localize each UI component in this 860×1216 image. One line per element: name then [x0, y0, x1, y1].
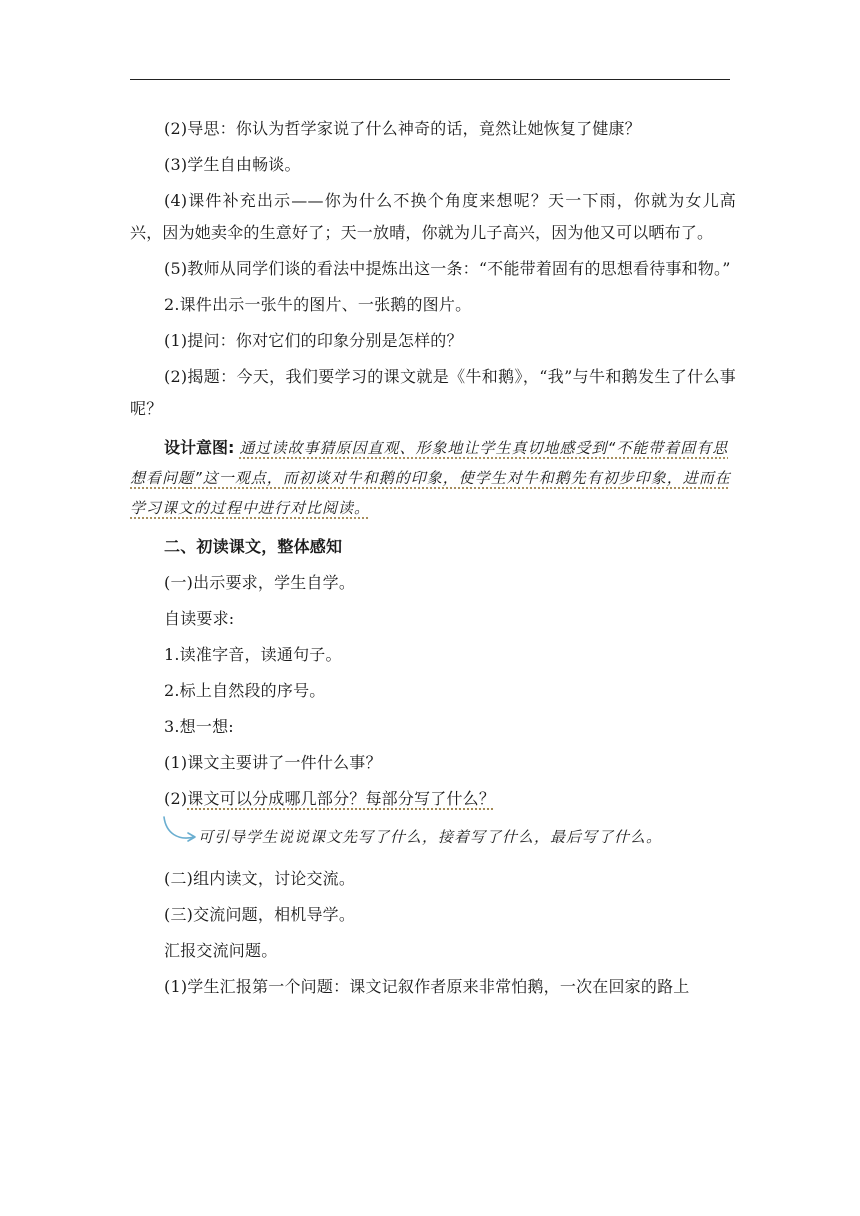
- paragraph: 1.读准字音，读通句子。: [164, 645, 342, 664]
- question-two: [130, 783, 736, 815]
- question-two-text: 课文可以分成哪几部分？每部分写了什么？: [187, 789, 496, 808]
- paragraph: (3)学生自由畅谈。: [164, 155, 301, 174]
- paragraph: (5)教师从同学们谈的看法中提炼出这一条：“不能带着固有的思想看待事和物。”: [164, 259, 731, 278]
- paragraph: 3.想一想:: [164, 717, 234, 736]
- design-intent-label: 设计意图:: [164, 438, 235, 457]
- paragraph: (一)出示要求，学生自学。: [164, 573, 356, 592]
- paragraph: 2.标上自然段的序号。: [164, 681, 326, 700]
- paragraph: (1)学生汇报第一个问题：课文记叙作者原来非常怕鹅，一次在回家的路上: [164, 977, 690, 996]
- design-intent-note: [130, 433, 736, 523]
- document-body: [130, 113, 736, 1007]
- design-intent-text: 通过读故事猜原因直观、形象地让学生真切地感受到“不能带着固有思想看问题”这一观点，而初谈对牛和鹅的印象，使学生对牛和鹅先有初步印象，进而在学习课文的过程中进行对比阅读。: [130, 439, 731, 517]
- paragraph: 汇报交流问题。: [164, 941, 278, 960]
- paragraph: (1)课文主要讲了一件什么事？: [164, 753, 382, 772]
- paragraph: (4)课件补充出示——你为什么不换个角度来想呢？天一下雨，你就为女儿高兴，因为她卖伞的生意好了；天一放晴，你就为儿子高兴，因为他又可以晒布了。: [130, 191, 736, 242]
- curved-arrow-icon: [160, 813, 200, 845]
- question-two-prefix: (2): [164, 789, 188, 808]
- margin-note: [130, 819, 736, 857]
- paragraph: (三)交流问题，相机导学。: [164, 905, 356, 924]
- margin-note-text: 可引导学生说说课文先写了什么，接着写了什么，最后写了什么。: [198, 828, 663, 846]
- paragraph: (二)组内读文，讨论交流。: [164, 869, 356, 888]
- paragraph: 2.课件出示一张牛的图片、一张鹅的图片。: [164, 295, 472, 314]
- header-rule: [130, 79, 730, 80]
- section-heading: 二、初读课文，整体感知: [164, 537, 343, 556]
- paragraph: (1)提问：你对它们的印象分别是怎样的？: [164, 331, 463, 350]
- paragraph: (2)导思：你认为哲学家说了什么神奇的话，竟然让她恢复了健康？: [164, 119, 641, 138]
- paragraph: 自读要求:: [164, 609, 235, 628]
- paragraph: (2)揭题：今天，我们要学习的课文就是《牛和鹅》，“我”与牛和鹅发生了什么事呢？: [130, 367, 736, 418]
